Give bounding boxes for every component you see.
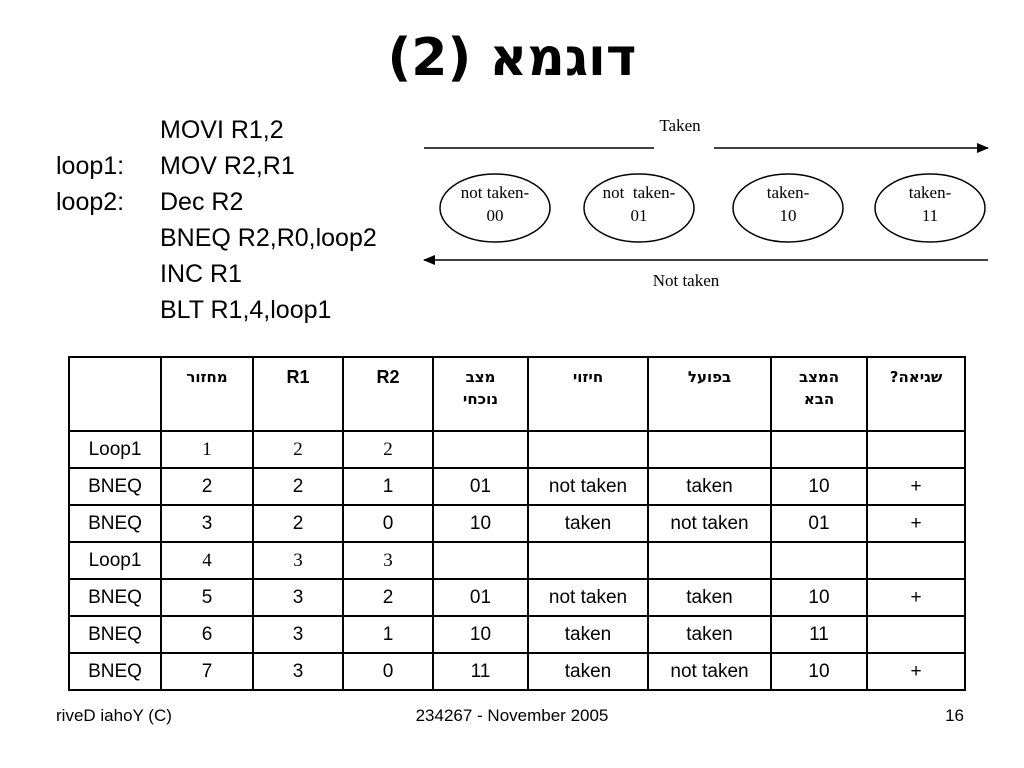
- cell-prediction: taken: [528, 505, 648, 542]
- code-label: [56, 292, 160, 328]
- state-label: not taken-: [602, 183, 676, 202]
- state-code: 11: [921, 206, 939, 225]
- cell-r2: 0: [343, 653, 433, 690]
- code-line: [56, 184, 377, 220]
- cell-current-state: [433, 431, 528, 468]
- cell-cycle: 3: [161, 505, 253, 542]
- header-cell-next-state: [771, 357, 867, 431]
- cell-prediction: [528, 431, 648, 468]
- cell-r2: 3: [343, 542, 433, 579]
- code-instruction: MOVI R1,2: [160, 116, 284, 144]
- cell-current-state: 10: [433, 505, 528, 542]
- footer-copyright: riveD iahoY (C): [56, 706, 172, 725]
- header-cell-current-state: [433, 357, 528, 431]
- cell-prediction: not taken: [528, 579, 648, 616]
- code-line: [56, 292, 377, 328]
- cell-cycle: 7: [161, 653, 253, 690]
- state-code: 10: [779, 206, 797, 225]
- cell-r1: 2: [253, 505, 343, 542]
- cell-current-state: 11: [433, 653, 528, 690]
- cell-next-state: [771, 431, 867, 468]
- cell-actual: not taken: [648, 653, 771, 690]
- code-line: [56, 112, 377, 148]
- cell-actual: [648, 542, 771, 579]
- cell-r2: 2: [343, 579, 433, 616]
- code-label: loop2:: [56, 188, 125, 216]
- cell-row-label: BNEQ: [69, 616, 161, 653]
- state-node: [733, 174, 843, 242]
- cell-row-label: Loop1: [69, 431, 161, 468]
- header-cell: [69, 357, 161, 431]
- cell-current-state: 01: [433, 579, 528, 616]
- header-text: נוכחי: [462, 390, 499, 408]
- cell-error: +: [867, 468, 965, 505]
- table-row: [69, 616, 965, 653]
- cell-error: +: [867, 505, 965, 542]
- cell-error: +: [867, 653, 965, 690]
- header-text: הבא: [803, 390, 835, 408]
- footer-course: 234267 - November 2005: [415, 706, 609, 725]
- slide-title: דוגמא (2): [387, 28, 637, 88]
- table-row: [69, 505, 965, 542]
- code-instruction: MOV R2,R1: [160, 152, 295, 180]
- code-label: [56, 220, 160, 256]
- cell-prediction: taken: [528, 616, 648, 653]
- cell-r1: 2: [253, 431, 343, 468]
- cell-r1: 2: [253, 468, 343, 505]
- state-node: [440, 174, 550, 242]
- cell-r2: 1: [343, 616, 433, 653]
- table-header-row: [69, 357, 965, 431]
- cell-cycle: 5: [161, 579, 253, 616]
- code-label: loop1:: [56, 152, 125, 180]
- cell-cycle: 1: [161, 431, 253, 468]
- cell-row-label: BNEQ: [69, 505, 161, 542]
- cell-r2: 2: [343, 431, 433, 468]
- cell-actual: taken: [648, 616, 771, 653]
- cell-current-state: 01: [433, 468, 528, 505]
- cell-prediction: not taken: [528, 468, 648, 505]
- cell-cycle: 4: [161, 542, 253, 579]
- state-node: [584, 174, 694, 242]
- cell-next-state: 11: [771, 616, 867, 653]
- cell-actual: [648, 431, 771, 468]
- state-label: taken-: [908, 183, 952, 202]
- header-cell-error: שגיאה?: [867, 357, 965, 431]
- cell-r1: 3: [253, 542, 343, 579]
- header-text: מצב: [465, 368, 496, 386]
- cell-r2: 1: [343, 468, 433, 505]
- cell-cycle: 2: [161, 468, 253, 505]
- cell-actual: taken: [648, 579, 771, 616]
- cell-r1: 3: [253, 579, 343, 616]
- cell-row-label: BNEQ: [69, 653, 161, 690]
- cell-current-state: 10: [433, 616, 528, 653]
- table-row: [69, 542, 965, 579]
- cell-row-label: BNEQ: [69, 579, 161, 616]
- cell-next-state: 10: [771, 579, 867, 616]
- cell-next-state: 01: [771, 505, 867, 542]
- cell-actual: taken: [648, 468, 771, 505]
- cell-error: +: [867, 579, 965, 616]
- state-diagram: [418, 110, 998, 300]
- header-cell-actual: בפועל: [648, 357, 771, 431]
- table-row: [69, 653, 965, 690]
- taken-label: Taken: [659, 116, 701, 135]
- header-cell-cycle: מחזור: [161, 357, 253, 431]
- code-line: [56, 220, 377, 256]
- state-label: not taken-: [460, 183, 530, 202]
- cell-r1: 3: [253, 653, 343, 690]
- cell-actual: not taken: [648, 505, 771, 542]
- cell-error: [867, 431, 965, 468]
- code-label: [56, 256, 160, 292]
- code-instruction: BLT R1,4,loop1: [160, 296, 332, 324]
- code-block: [56, 112, 377, 328]
- cell-next-state: 10: [771, 653, 867, 690]
- header-cell-r2: R2: [343, 357, 433, 431]
- cell-next-state: [771, 542, 867, 579]
- cell-r2: 0: [343, 505, 433, 542]
- cell-row-label: Loop1: [69, 542, 161, 579]
- cell-row-label: BNEQ: [69, 468, 161, 505]
- code-line: [56, 256, 377, 292]
- cell-error: [867, 542, 965, 579]
- not-taken-label: Not taken: [652, 271, 720, 290]
- header-cell-r1: R1: [253, 357, 343, 431]
- cell-prediction: [528, 542, 648, 579]
- cell-prediction: taken: [528, 653, 648, 690]
- cell-r1: 3: [253, 616, 343, 653]
- table-row: [69, 468, 965, 505]
- state-code: 01: [630, 206, 648, 225]
- header-text: המצב: [798, 368, 840, 386]
- code-instruction: Dec R2: [160, 188, 244, 216]
- trace-table: [68, 356, 966, 691]
- state-code: 00: [486, 206, 504, 225]
- cell-next-state: 10: [771, 468, 867, 505]
- cell-error: [867, 616, 965, 653]
- footer-page-number: 16: [945, 706, 964, 725]
- state-label: taken-: [766, 183, 810, 202]
- code-instruction: INC R1: [160, 260, 242, 288]
- code-label: [56, 112, 160, 148]
- code-line: [56, 148, 377, 184]
- table-row: [69, 579, 965, 616]
- table-row: [69, 431, 965, 468]
- cell-cycle: 6: [161, 616, 253, 653]
- cell-current-state: [433, 542, 528, 579]
- header-cell-prediction: חיזוי: [528, 357, 648, 431]
- code-instruction: BNEQ R2,R0,loop2: [160, 224, 377, 252]
- state-node: [875, 174, 985, 242]
